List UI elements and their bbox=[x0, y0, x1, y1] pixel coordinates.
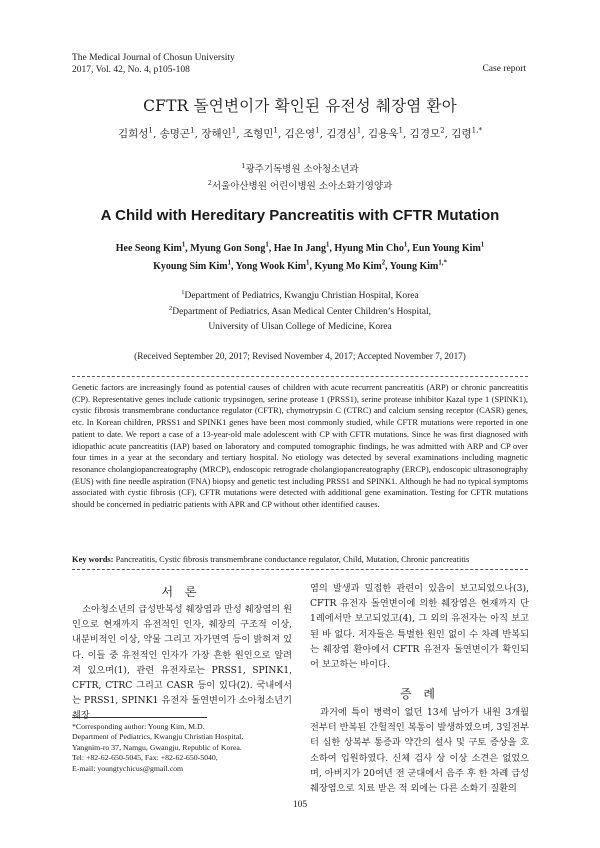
author-affiliation-marker: 1 bbox=[265, 241, 269, 249]
intro-heading: 서 론 bbox=[161, 585, 201, 599]
english-title: A Child with Hereditary Pancreatitis with CFTR Mutation bbox=[100, 207, 500, 224]
footnote-line: Department of Pediatrics, Kwangju Christian Hospital, bbox=[72, 732, 244, 742]
author-name: 김경모 bbox=[409, 128, 441, 140]
author-affiliation-marker: 1,* bbox=[471, 125, 483, 135]
author-affiliation-marker: 1 bbox=[227, 259, 232, 267]
author-affiliation-marker: 2 bbox=[381, 259, 386, 267]
case-heading: 증 례 bbox=[400, 687, 439, 701]
journal-volume: 2017, Vol. 42, No. 4, p105-108 bbox=[72, 65, 190, 75]
author-name: 김경심 bbox=[326, 128, 357, 140]
footnote-line: *Corresponding author: Young Kim, M.D. bbox=[72, 722, 205, 731]
keywords-label: Key words: bbox=[72, 554, 114, 564]
keywords bbox=[72, 554, 528, 566]
english-authors-line-2: Kyoung Sim Kim$^1$, Yong Wook Kim$^1$, Kyung Mo Kim$^2$, Young Kim$^{1,*}$ bbox=[153, 259, 447, 272]
english-affiliation-1: $^1$Department of Pediatrics, Kwangju Christian Hospital, Korea bbox=[181, 288, 419, 301]
abstract-text: Genetic factors are increasingly found as potential causes of children with acute recurrent pancreatitis (ARP) or chronic pancreatitis (CP). Representative genes include cationic trypsinogen, serine protease 1 (PRSS1), serine protease inhibitor Kazal type 1 (SPINK1), cystic fibrosis transmembrane conductance regulator (CFTR), chymotrypsin C (CTRC) and calcium sensing receptor (CASR) genes, etc. In Korean children, PRSS1 and SPINK1 genes have been most commonly studied, while CFTR mutations were reported in one patient to date. We report a case of a 13-year-old male adolescent with CP with CFTR mutations. Since he was first diagnosed with idiopathic acute pancreatitis (IAP) based on laboratory and computed tomographic findings, he was admitted with ARP and CP over four times in a year at the secondary and tertiary hospital. No etiology was detected by several examinations including magnetic resonance cholangiopancreatography (MRCP), endoscopic retrograde cholangiopancreatography (ERCP), endoscopic ultrasonography (EUS) with fine needle aspiration (FNA) biopsy and genetic test including PRSS1 and SPINK1. Although he had no typical symptoms associated with cystic fibrosis (CF), CFTR mutations were detected with additional gene examination. Testing for CFTR mutations should be concerned in pediatric patients with APR and CP without other identified causes. bbox=[72, 382, 528, 510]
abstract-bottom-divider bbox=[72, 569, 528, 570]
author-name: 장해인 bbox=[201, 128, 232, 140]
author-affiliation-marker: 1 bbox=[273, 125, 278, 135]
author-name: Hae In Jang bbox=[273, 243, 326, 254]
author-name: 송명곤 bbox=[159, 128, 191, 140]
author-name: 김은영 bbox=[284, 128, 316, 140]
footnote-line: E-mail: youngtychicus@gmail.com bbox=[72, 763, 184, 773]
keywords-text: Pancreatitis, Cystic fibrosis transmembrane conductance regulator, Child, Mutation, Chronic pancreatitis bbox=[113, 554, 470, 564]
author-name: 김령 bbox=[451, 128, 472, 140]
author-name: Yong Wook Kim bbox=[235, 261, 307, 272]
received-dates: (Received September 20, 2017; Revised November 4, 2017; Accepted November 7, 2017) bbox=[134, 351, 466, 361]
korean-authors: 김희성$^1$, 송명곤$^1$, 장해인$^1$, 조형민$^1$, 김은영$^1$, 김경심$^1$, 김용욱$^1$, 김경모$^2$, 김령$^{1,*}$ bbox=[117, 125, 483, 140]
author-affiliation-marker: 1,* bbox=[438, 259, 447, 267]
intro-paragraph: 소아청소년의 급성반복성 췌장염과 만성 췌장염의 원인으로 현재까지 유전적인 인자, 췌장의 구조적 이상, 내분비적인 이상, 약물 그리고 자가면역 등이 밝혀져 있다. 이들 중 유전적인 인자가 가장 흔한 원인으로 알려져 있으며(1), 관련 유전자로는 PRSS1, SPINK1, CFTR, CTRC 그리고 CASR 등이 있다(2). 국내에서는 PRSS1, SPINK1 유전자 돌연변이가 소아청소년기 췌장 bbox=[72, 604, 292, 722]
author-name: 조형민 bbox=[242, 128, 274, 140]
article-type: Case report bbox=[482, 64, 526, 74]
journal-name: The Medical Journal of Chosun University bbox=[72, 53, 235, 63]
intro-continuation: 염의 발생과 밀접한 관련이 있음이 보고되었으나(3), CFTR 유전자 돌연변이에 의한 췌장염은 현재까지 단 1례에서만 보고되었고(4), 그 외의 유전자는 아직 보고된 바 없다. 저자들은 특별한 원인 없이 수 차례 반복되는 췌장염 환아에서 CFTR 유전자 돌연변이가 확인되어 보고하는 바이다. bbox=[310, 583, 529, 671]
case-paragraph: 과거에 특이 병력이 없던 13세 남아가 내원 3개월 전부터 반복된 간헐적인 복통이 발생하였으며, 3일전부터 심한 상복부 통증과 약간의 설사 및 구토 증상을 호소하여 입원하였다. 신체 검사 상 이상 소견은 없었으며, 아버지가 20여년 전 군대에서 음주 후 한 차례 급성 췌장염으로 치료 받은 적 외에는 다른 소화기 질환의 bbox=[310, 707, 529, 795]
footnote-line: Tel: +82-62-650-5045, Fax: +82-62-650-5040, bbox=[72, 753, 218, 763]
page-number: 105 bbox=[292, 800, 308, 810]
author-name: Hyung Min Cho bbox=[334, 243, 404, 254]
corresponding-author-footnote bbox=[72, 722, 243, 774]
author-affiliation-marker: 1 bbox=[398, 125, 403, 135]
author-affiliation-marker: 1 bbox=[190, 125, 195, 135]
abstract-top-divider bbox=[72, 376, 528, 377]
author-name: Myung Gon Song bbox=[190, 243, 266, 254]
footnote-rule bbox=[72, 717, 207, 718]
author-affiliation-marker: 1 bbox=[306, 259, 310, 267]
journal-header bbox=[72, 52, 235, 76]
author-name: Eun Young Kim bbox=[412, 243, 481, 254]
author-affiliation-marker: 2 bbox=[440, 125, 445, 135]
author-affiliation-marker: 1 bbox=[315, 125, 320, 135]
footnote-line: Yangnim-ro 37, Namgu, Gwangju, Republic of Korea. bbox=[72, 742, 242, 752]
author-name: 김희성 bbox=[117, 128, 149, 140]
author-name: Young Kim bbox=[389, 261, 439, 272]
author-name: Hee Seong Kim bbox=[115, 243, 182, 254]
author-affiliation-marker: 1 bbox=[231, 125, 237, 135]
english-authors-line-1: Hee Seong Kim$^1$, Myung Gon Song$^1$, Hae In Jang$^1$, Hyung Min Cho$^1$, Eun Young Kim$^1$ bbox=[115, 241, 485, 254]
author-affiliation-marker: 1 bbox=[325, 241, 330, 249]
english-affiliation-3: University of Ulsan College of Medicine, Korea bbox=[208, 322, 392, 332]
korean-affiliation-1: $^1$광주기독병원 소아청소년과 bbox=[241, 161, 359, 175]
author-affiliation-marker: 1 bbox=[403, 241, 408, 249]
author-name: Kyung Mo Kim bbox=[314, 261, 382, 272]
author-affiliation-marker: 1 bbox=[181, 241, 186, 249]
english-affiliation-2: $^2$Department of Pediatrics, Asan Medical Center Children’s Hospital, bbox=[168, 304, 432, 317]
author-name: Kyoung Sim Kim bbox=[153, 261, 228, 272]
author-affiliation-marker: 1 bbox=[356, 125, 362, 135]
author-affiliation-marker: 1 bbox=[480, 241, 485, 249]
korean-affiliation-2: $^2$서울아산병원 어린이병원 소아소화기영양과 bbox=[207, 178, 393, 192]
author-name: 김용욱 bbox=[368, 128, 399, 140]
author-affiliation-marker: 1 bbox=[148, 125, 153, 135]
korean-title: CFTR 돌연변이가 확인된 유전성 췌장염 환아 bbox=[143, 97, 457, 115]
